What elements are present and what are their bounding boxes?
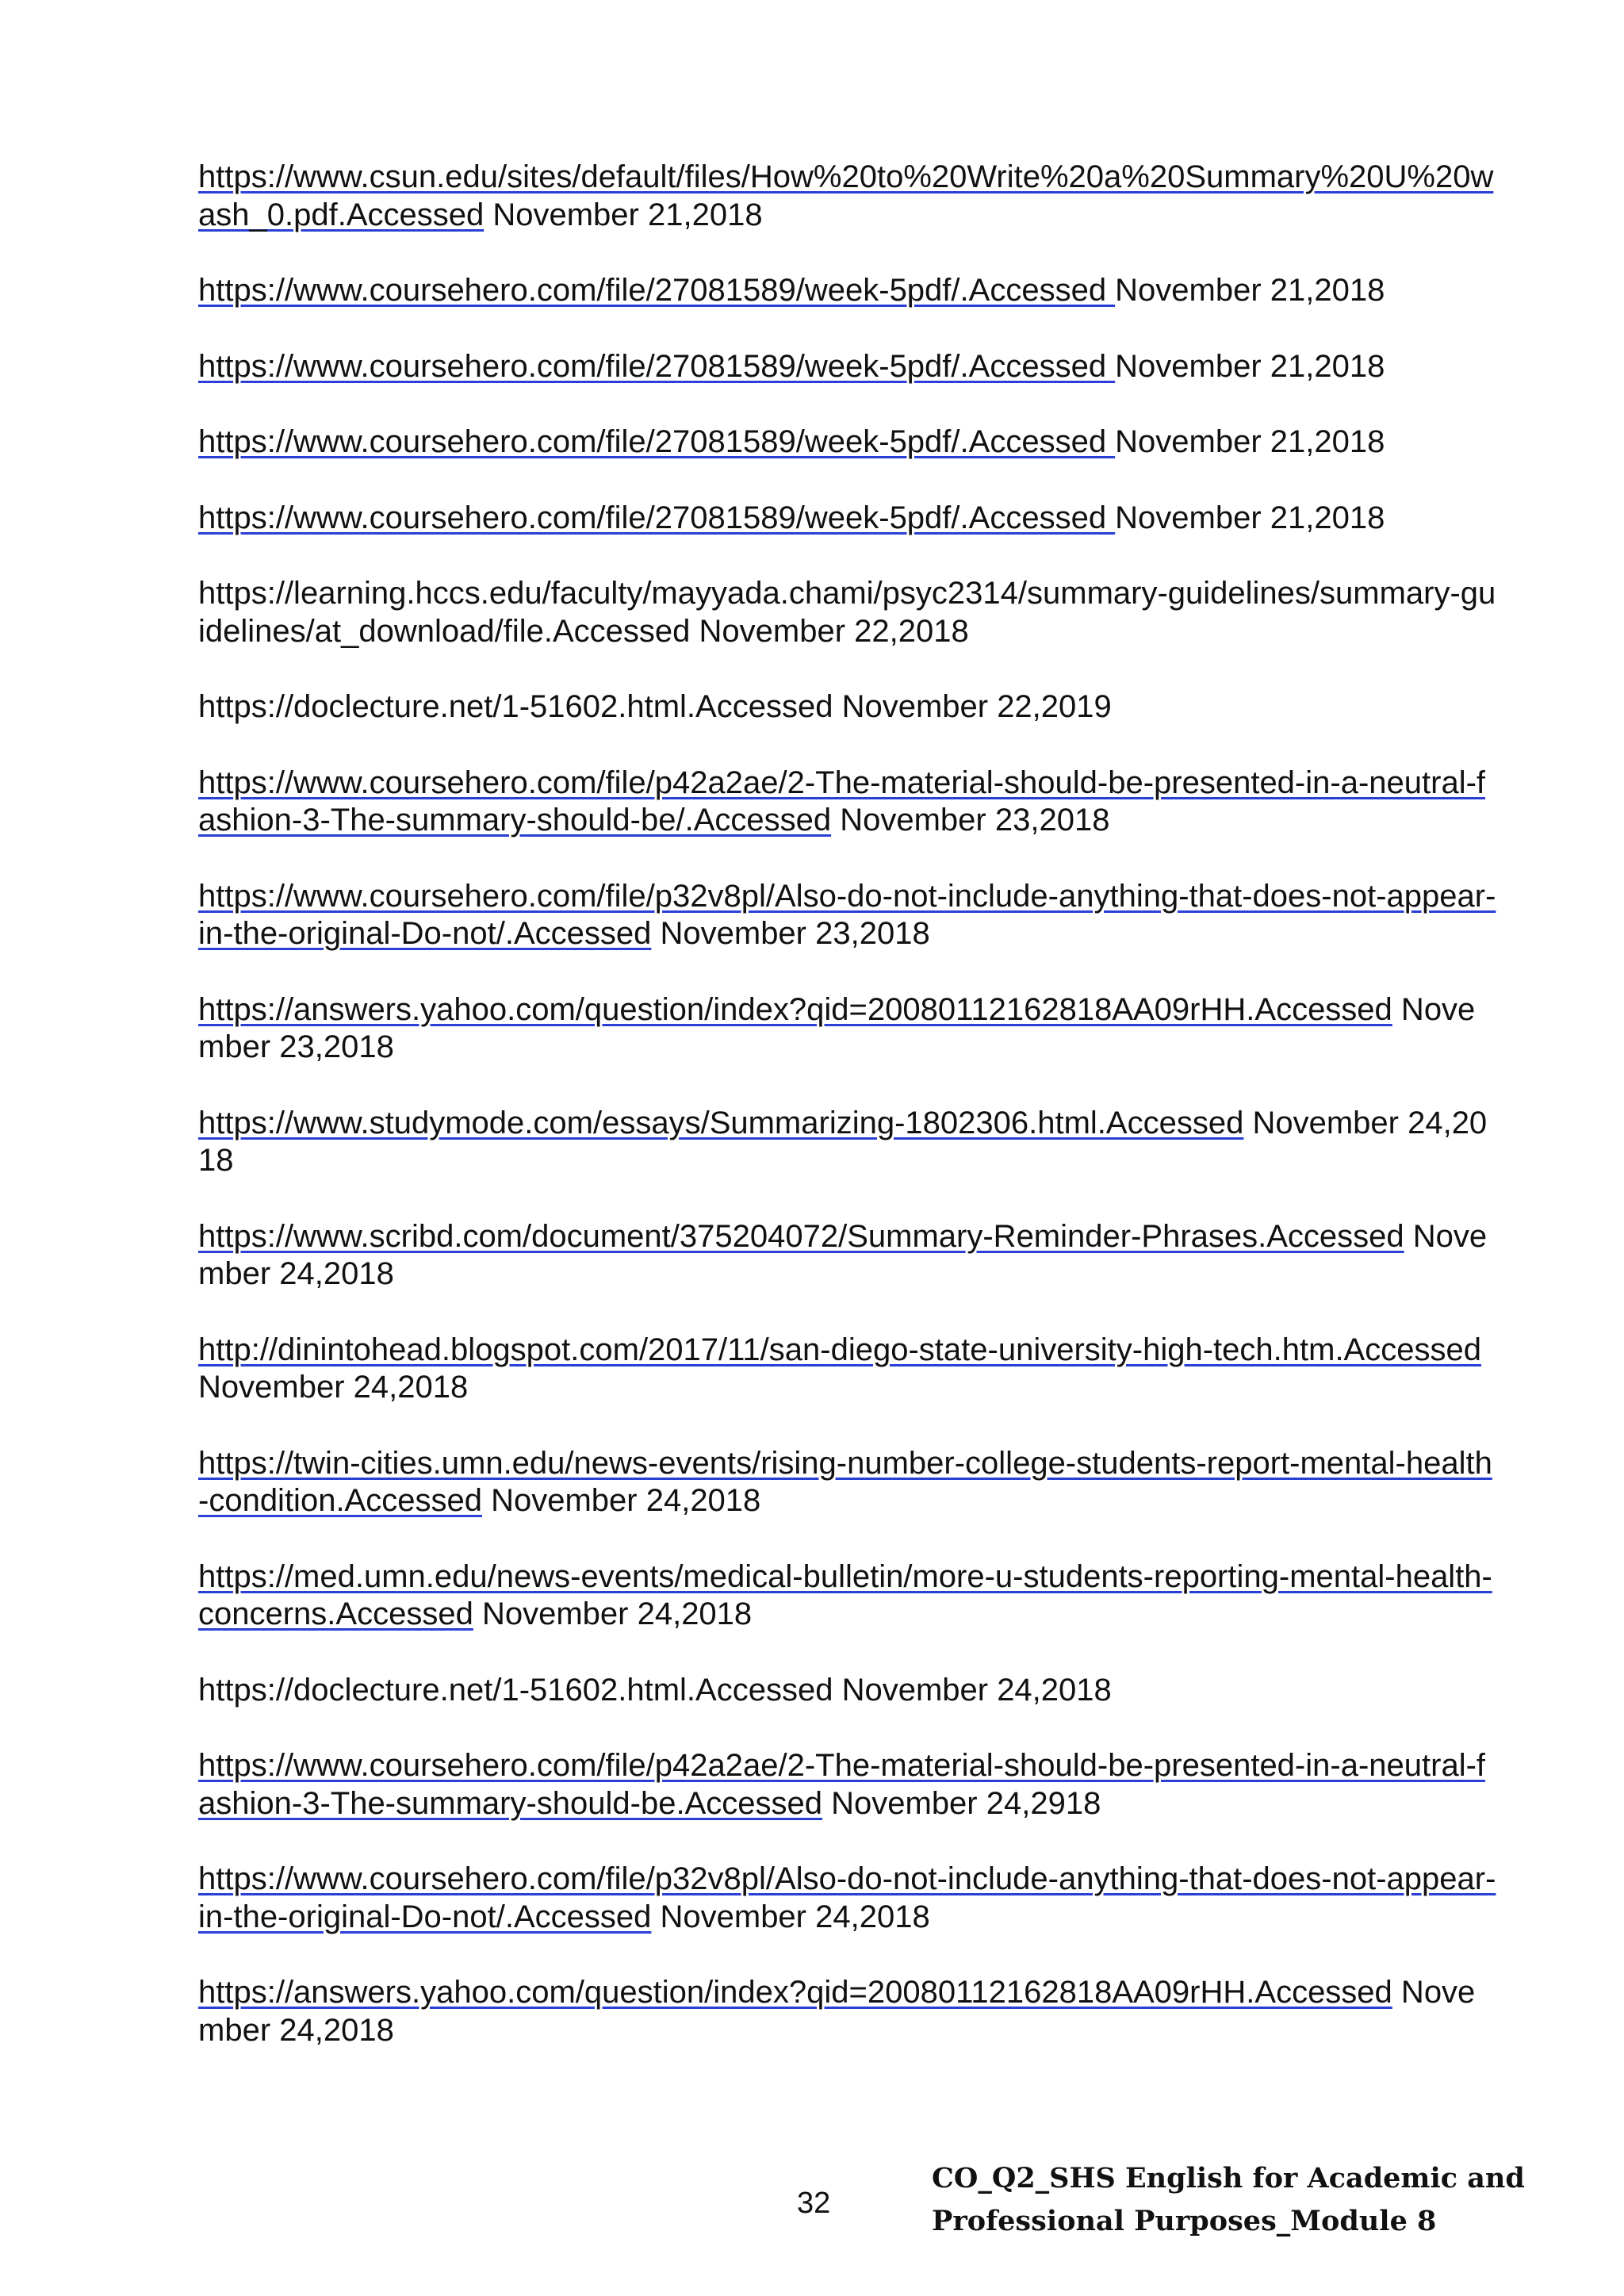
reference-date: November 23,2018 [831,803,1110,838]
reference-item [198,575,1499,650]
page-number: 32 [797,2187,831,2220]
reference-link[interactable]: https://www.coursehero.com/file/p32v8pl/Also-do-not-include-anything-that-does-not-appear-in-the-original-Do-not/.Accessed [198,1861,1496,1934]
reference-date: November 24,2018 [481,1483,761,1518]
reference-date: November 24,2918 [822,1785,1101,1821]
reference-item [198,159,1499,234]
reference-date: November 24,2018 [198,1370,469,1405]
reference-link[interactable]: https://www.coursehero.com/file/27081589/week-5pdf/.Accessed [198,348,1116,384]
reference-item [198,1332,1499,1407]
reference-link[interactable]: https://www.coursehero.com/file/p42a2ae/2-The-material-should-be-presented-in-a-neutral-fashion-3-The-summary-should-be/.Accessed [198,765,1486,838]
reference-item [198,765,1499,840]
module-title [932,2157,1525,2243]
reference-link[interactable]: https://www.coursehero.com/file/27081589/week-5pdf/.Accessed [198,500,1116,535]
reference-item [198,1445,1499,1520]
reference-date: November 24,2018 [198,1218,1488,1291]
reference-link[interactable]: https://www.csun.edu/sites/default/files/How%20to%20Write%20a%20Summary%20U%20wash_0.pdf.Accessed [198,159,1494,232]
reference-link[interactable]: https://www.coursehero.com/file/p42a2ae/2-The-material-should-be-presented-in-a-neutral-fashion-3-The-summary-should-be.Accessed [198,1748,1486,1821]
reference-link[interactable]: http://dinintohead.blogspot.com/2017/11/san-diego-state-university-high-tech.htm.Accessed [198,1332,1481,1367]
reference-link[interactable]: https://www.coursehero.com/file/27081589/week-5pdf/.Accessed [198,273,1116,308]
reference-link[interactable]: https://twin-cities.umn.edu/news-events/rising-number-college-students-report-mental-health-condition.Accessed [198,1445,1492,1518]
reference-link[interactable]: https://med.umn.edu/news-events/medical-bulletin/more-u-students-reporting-mental-health-concerns.Accessed [198,1558,1492,1631]
reference-date: November 21,2018 [484,197,763,232]
reference-date: November 24,2018 [198,1975,1476,2048]
reference-item [198,272,1499,310]
reference-date: November 24,2018 [473,1596,753,1631]
reference-item [198,688,1499,726]
reference-link[interactable]: https://www.coursehero.com/file/p32v8pl/Also-do-not-include-anything-that-does-not-appear-in-the-original-Do-not/.Accessed [198,878,1496,951]
reference-text: https://learning.hccs.edu/faculty/mayyada.chami/psyc2314/summary-guidelines/summary-guidelines/at_download/file.Accessed November 22,2018 [198,576,1496,649]
reference-item [198,1861,1499,1936]
reference-date: November 21,2018 [1115,273,1385,308]
reference-date: November 23,2018 [198,991,1476,1064]
module-title-line: Professional Purposes_Module 8 [932,2205,1437,2237]
reference-date: November 21,2018 [1115,348,1385,384]
reference-link[interactable]: https://answers.yahoo.com/question/index?qid=20080112162818AA09rHH.Accessed [198,991,1392,1027]
reference-item [198,1218,1499,1294]
reference-item [198,348,1499,386]
reference-date: November 21,2018 [1115,424,1385,459]
reference-item [198,1974,1499,2049]
reference-date: November 23,2018 [651,916,930,951]
reference-link[interactable]: https://answers.yahoo.com/question/index?qid=20080112162818AA09rHH.Accessed [198,1975,1392,2010]
reference-text: https://doclecture.net/1-51602.html.Accessed November 22,2019 [198,689,1112,724]
reference-list [198,159,1499,2087]
module-title-line: CO_Q2_SHS English for Academic and [932,2162,1525,2194]
reference-date: November 24,2018 [651,1899,930,1934]
reference-item [198,991,1499,1067]
reference-item [198,1558,1499,1634]
reference-link[interactable]: https://www.coursehero.com/file/27081589/week-5pdf/.Accessed [198,424,1116,459]
reference-item [198,1105,1499,1180]
reference-date: November 21,2018 [1115,500,1385,535]
reference-item [198,1747,1499,1823]
reference-item [198,878,1499,953]
reference-date: November 24,2018 [198,1105,1488,1178]
reference-item [198,500,1499,538]
reference-link[interactable]: https://www.scribd.com/document/375204072/Summary-Reminder-Phrases.Accessed [198,1218,1404,1254]
reference-item [198,1672,1499,1710]
reference-link[interactable]: https://www.studymode.com/essays/Summarizing-1802306.html.Accessed [198,1105,1244,1140]
reference-item [198,424,1499,462]
reference-text: https://doclecture.net/1-51602.html.Accessed November 24,2018 [198,1672,1112,1708]
